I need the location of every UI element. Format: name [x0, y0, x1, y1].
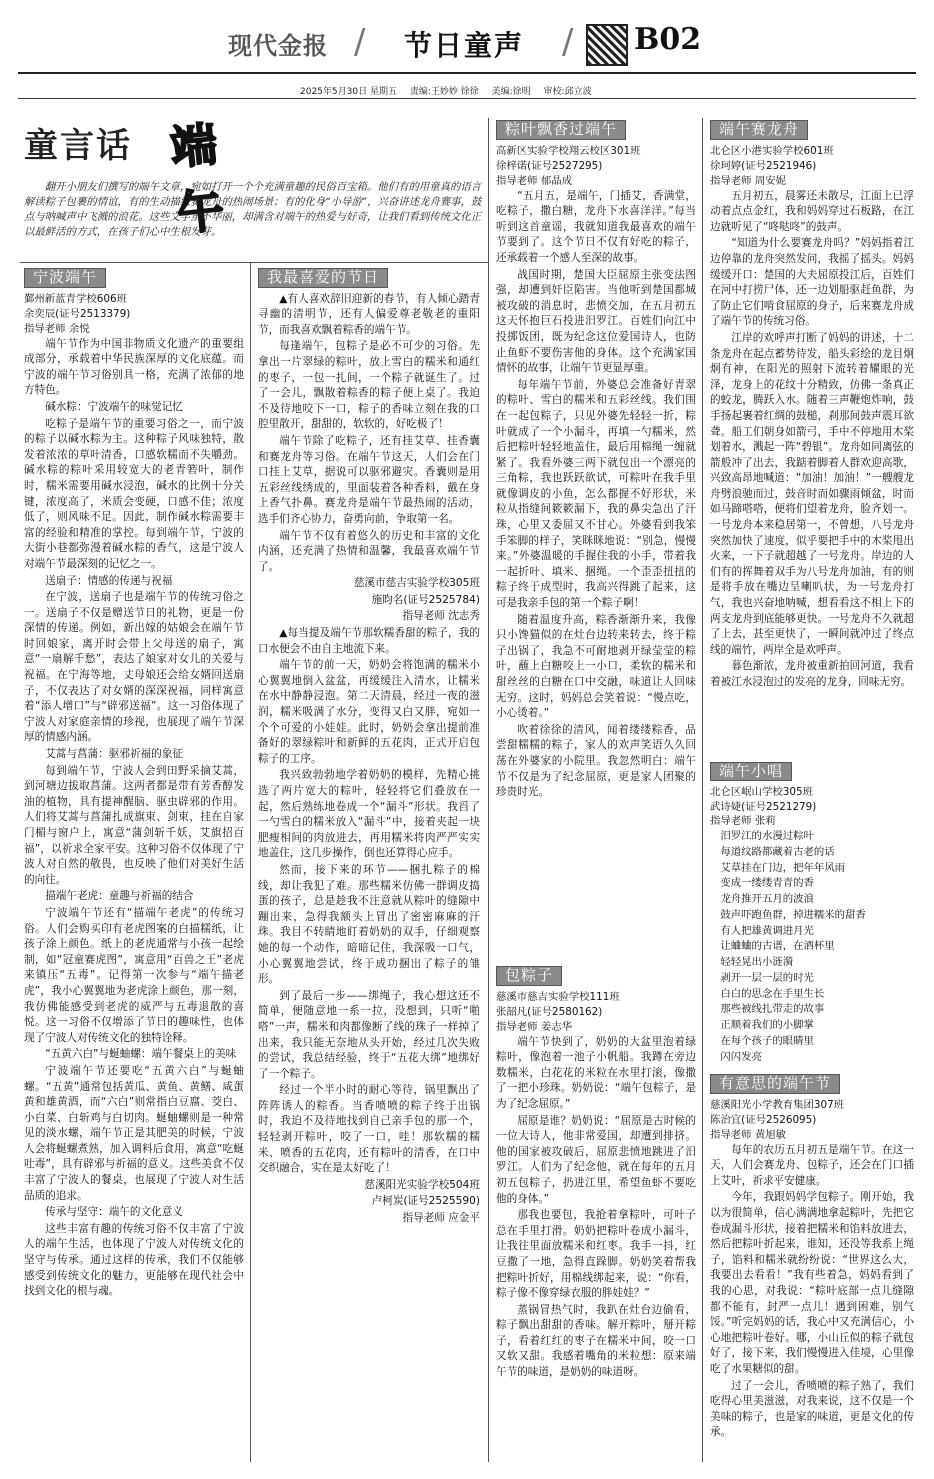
paragraph: 描端午老虎：童趣与祈福的结合: [45, 890, 194, 903]
paragraph: 吃粽子是端午节的重要习俗之一，而宁波的粽子以碱水粽为主。这种粽子风味独特，散发着浓浓的草叶清香，口感软糯而不失嚼劲。碱水粽的粽叶采用较宽大的老青箬叶，制作时，糯米需要用碱水浸泡，碱水的比例十分关键，浓度高了，米质会变硬，口感不佳；浓度低了，则风味不足。因此，制作碱水粽需要丰富的经验和精准的掌控。每到端午节，宁波的大街小巷都弥漫着碱水粽的香气，这是宁波人对端午节最深刻的记忆之一。: [24, 417, 244, 570]
paragraph: 施昀名(证号2525784): [371, 593, 480, 606]
poem-line: 有人把雄黄调进月光: [720, 924, 814, 937]
paragraph: 慈溪阳光实验学校504班: [364, 1178, 480, 1191]
author-teacher: 指导老师 黄旭敏: [710, 1128, 787, 1141]
paragraph: 艾蒿与菖蒲：驱邪祈福的象征: [45, 748, 183, 761]
poem-line: 白白的思念在手里生长: [720, 987, 825, 1000]
poem-line: 那些被线扎带走的故事: [720, 1003, 825, 1016]
author-school: 慈溪阳光小学教育集团307班: [710, 1098, 845, 1111]
article-heading: 粽叶飘香过端午: [496, 120, 626, 140]
poem-line: 闪闪发亮: [720, 1050, 762, 1063]
column-divider: [250, 262, 251, 1462]
dateline-rule: [18, 98, 916, 99]
article-ningbo: [24, 268, 244, 1466]
paragraph: 慈溪市慈吉实验学校305班: [353, 577, 480, 590]
paragraph: “知道为什么要赛龙舟吗？”妈妈指着江边停靠的龙舟突然发问，我摇了摇头。妈妈缓缓开口：楚国的大夫屈原投江后，百姓们在河中打捞尸体，还一边划船驱赶鱼群，为了防止它们啃食屈原的身子，后来赛龙舟成了端午节的传统习俗。: [710, 237, 914, 328]
proof-credit: 审校:邱立波: [543, 87, 592, 97]
feature-intro: 翻开小朋友们撰写的端午文章，宛如打开一个个充满童趣的民俗百宝箱。他们有的用童真的语言解读粽子包裹的情谊，有的生动描绘赛龙舟的热闹场景；有的化身“小导游”，兴奋讲述龙舟赛事，鼓点与呐喊声中飞溅的浪花。这些文字虽不华丽，却满含对端午的热爱与好奇，让我们看到传统文化正以最鲜活的方式，在孩子们心中生根发芽。: [24, 181, 482, 238]
paragraph: “五黄六白”与蜒蚰螺：端午餐桌上的美味: [45, 1048, 237, 1061]
author-teacher: 指导老师 余悦: [24, 322, 90, 335]
paragraph: 经过一个半小时的耐心等待，锅里飘出了阵阵诱人的粽香。当香喷喷的粽子终于出锅时，我迫不及待地找到自己亲手包的那一个，轻轻剥开粽叶，咬了一口，哇！那软糯的糯米、喷香的五花肉，还有粽叶的清香，在口中交织融合，实在是太好吃了！: [258, 1084, 480, 1175]
article-body: [258, 292, 480, 1227]
article-heading: 宁波端午: [24, 268, 106, 288]
paragraph: 卢柯炭(证号2525590): [371, 1195, 480, 1208]
poem-line: 变成一缕缕青青的香: [720, 877, 814, 890]
paragraph: 过了一会儿，香喷喷的粽子熟了，我们吃得心里美滋滋，对我来说，这不仅是一个美味的粽子，也是家的味道，更是文化的传承。: [710, 1379, 914, 1439]
column-divider: [702, 118, 703, 1462]
author-school: 高新区实验学校翔云校区301班: [496, 144, 641, 157]
newspaper-brand: 现代金报: [228, 31, 328, 60]
paragraph: 每年的农历五月初五是端午节。在这一天，人们会赛龙舟、包粽子，还会在门口插上艾叶，祈求平安健康。: [710, 1143, 914, 1187]
article-body: [496, 1035, 696, 1381]
paragraph: “五月五，是端午，门插艾，香满堂，吃粽子，撒白糖，龙舟下水喜洋洋。”每当听到这首童谣，我就知道我最喜欢的端午节要到了。这个节日不仅有好吃的粽子，还承载着一个感人至深的故事。: [496, 189, 696, 264]
feature-art-title: 端午: [168, 117, 225, 241]
column-divider: [488, 118, 489, 1462]
article-song: [710, 762, 914, 1066]
poem-line: 在每个孩子的眼睛里: [720, 1035, 814, 1048]
article-favorite: [258, 268, 480, 1466]
article-body: [24, 337, 244, 1300]
paragraph: 每年端午节前，外婆总会准备好青翠的粽叶、雪白的糯米和五彩丝线。我们围在一起包粽子，只见外婆先轻轻一折，粽叶就成了一个小漏斗，再填一勺糯米，然后把粽叶轻轻地盖住，最后用棉绳一缠就紧了。我看外婆三两下就包出一个漂亮的三角粽，我也跃跃欲试，可粽叶在我手里就像调皮的小鱼，怎么都握不好形状，米粒从指缝间簌簌漏下，我的鼻尖急出了汗珠，心里又委屈又不甘心。外婆看到我笨手笨脚的样子，笑眯眯地说：“别急，慢慢来。”外婆温暖的手握住我的小手，带着我一起折叶、填米、捆绳。一个歪歪扭扭的粽子终于成型时，我高兴得跳了起来，这可是我亲手包的第一个粽子啊！: [496, 378, 696, 610]
paragraph: 这些丰富有趣的传统习俗不仅丰富了宁波人的端午生活，也体现了宁波人对传统文化的坚守与传承。通过这样的传承，我们不仅能够感受到传统文化的魅力，更能够在现代社会中找到文化的根与魂。: [24, 1222, 244, 1298]
paragraph: 我兴致勃勃地学着奶奶的模样，先精心挑选了两片宽大的粽叶，轻轻将它们叠放在一起，然后熟练地卷成一个“漏斗”形状。我舀了一勺雪白的糯米放入“漏斗”中，接着夹起一块肥瘦相间的肉放进去，再用糯米将肉严严实实地盖住，这几步操作，倒也还算得心应手。: [258, 769, 480, 860]
poem-line: 每道纹路都藏着古老的话: [720, 845, 835, 858]
article-heading: 端午赛龙舟: [710, 120, 808, 140]
article-fragrance: [496, 120, 696, 958]
paragraph: 江岸的欢呼声打断了妈妈的讲述，十二条龙舟在起点蓄势待发，船头彩绘的龙目炯炯有神，在阳光的照射下流转着耀眼的光泽，龙身上的花纹十分精致，仿佛一条真正的蛟龙，腾跃入水。随着三声鞭炮炸响，鼓手扬起裹着红绸的鼓槌，刹那间鼓声震耳欲聋。船工们朝身如箭弓，手中不停地用木桨划着水，溅起一阵“碧银”。龙舟如同离弦的箭般冲了出去，我踮着脚着人群欢迎高歌，兴致高昂地喊道：“加油！加油！”一艘艘龙舟劈浪驰而过，鼓音时而如骤雨倾盆，时而如马蹄嗒嗒，便将们望着龙舟，脸齐划一。一号龙舟本来稳居第一，不曾想，八号龙舟突然加快了速度，似乎要把手中的木桨甩出火来，一下子就超越了一号龙舟。岸边的人们有的挥舞着双手为八号龙舟加油，有的则是将手放在嘴边呈喇叭状，为一号龙舟打气，我也兴奋地呐喊，想看看这不相上下的两支龙舟到底能够更快。一号龙舟不久就超了上去，甚至更快了，一瞬间就冲过了终点线的端竹，两岸全是欢呼声。: [710, 331, 914, 656]
page-number: B02: [634, 22, 702, 57]
article-body: [496, 189, 696, 801]
paragraph: 战国时期，楚国大臣屈原主张变法图强，却遭到奸臣陷害。当他听到楚国都城被攻破的消息时，悲愤交加，在五月初五这天怀抱巨石投进汨罗江。百姓们向江中投掷饭团，既为纪念这位爱国诗人，也防止鱼虾不要伤害他的身体。这个充满家国情怀的故事，让端午节更显厚重。: [496, 268, 696, 375]
paragraph: 送扇子：情感的传递与祝福: [45, 574, 173, 587]
author-name: 陈治宜(证号2526095): [710, 1113, 817, 1126]
paragraph: ▲每当提及端午节那软糯香甜的粽子，我的口水便会不由自主地流下来。: [258, 627, 480, 655]
paragraph: 今年，我跟妈妈学包粽子。刚开始，我以为很简单，信心满满地拿起粽叶，先把它卷成漏斗形状，接着把糯米和馅料放进去，然后把粽叶折起来，谁知，还没等我系上绳子，馅料和糯米就纷纷说：“世界这么大，我要出去看看！”我有些着急，妈妈看到了我的心思，对我说：“粽叶底部一点儿缝隙都不能有，封严一点儿！遇到困难，别气馁。”听完妈妈的话，我心中又充满信心，小心地把粽叶卷好。哪，小山丘似的粽子就包好了，接下来，我们慢慢进入佳境，心里像吃了水果糖似的甜。: [710, 1191, 914, 1375]
author-school: 北仑区小港实验学校601班: [710, 144, 834, 157]
poem-line: 鼓声吓跑鱼群，掉进糯米的甜香: [720, 908, 866, 921]
paragraph: 在宁波，送扇子也是端午节的传统习俗之一。送扇子不仅是赠送节日的礼物，更是一份深情的传递。例如，新出嫁的姑娘会在端午节时回娘家，离开时会带上父母送的扇子，寓意“一扇解千愁”，表达了娘家对女儿的关爱与祝福。在宁海等地，丈母娘还会给女婿回送扇子，不仅表达了对女婿的深深祝福，同样寓意着“添人增口”与“辟邪送福”。这一习俗体现了宁波人对家庭亲情的珍视，也展现了端午节深厚的情感内涵。: [24, 591, 244, 744]
author-name: 武诗婕(证号2521279): [710, 800, 817, 813]
author-teacher: 指导老师 张莉: [710, 815, 776, 828]
section-title: 节日童声: [404, 29, 525, 62]
paragraph: 每逢端午，包粽子是必不可少的习俗。先拿出一片翠绿的粽叶，放上雪白的糯米和通红的枣子，一包一扎间，一个粽子就诞生了。过了一会儿，飘散着粽香的粽子便上桌了。我迫不及待地咬下一口，粽子的香味立刻在我的口腔里散开，甜甜的，软软的，好吃极了！: [258, 340, 480, 431]
article-body: [710, 189, 914, 691]
paragraph: ▲有人喜欢辞旧迎新的春节，有人倾心踏青寻幽的清明节，还有人偏爱尊老敬老的重阳节，而我喜欢飘着粽香的端午节。: [258, 292, 480, 336]
author-name: 徐珂婷(证号2521946): [710, 159, 817, 172]
divider-slash: /: [354, 22, 366, 62]
poem-line: 汨罗江的水漫过粽叶: [720, 830, 814, 843]
divider-slash: /: [562, 22, 574, 62]
author-teacher: 指导老师 周安妮: [710, 174, 787, 187]
author-teacher: 指导老师 姜志华: [496, 1020, 573, 1033]
editor-credit: 责编:王妙妙 徐徐: [409, 87, 479, 97]
paragraph: 每到端午节，宁波人会到田野采摘艾蒿，到河塘边拔取菖蒲。这两者都是带有芳香醇发油的植物，具有提神醒脑、驱虫辟邪的作用。人们将艾蒿与菖蒲扎成旗束、剑束，挂在自家门楣与窗户上，寓意“蒲剑斩千妖，艾旗招百福”，以祈求全家平安。这种习俗不仅体现了宁波人对自然的敬畏，也反映了他们对美好生活的向往。: [24, 764, 244, 886]
paragraph: 端午节除了吃粽子，还有挂艾草、挂香囊和赛龙舟等习俗。在端午节这天，人们会在门口挂上艾草，据说可以驱邪避灾。香囊则是用五彩丝线绣成的，里面装着各种香料，戴在身上香气扑鼻。赛龙舟是端午节最热闹的活动，选手们齐心协力，奋勇向前，争取第一名。: [258, 434, 480, 525]
designer-credit: 美编:徐明: [491, 87, 531, 97]
article-meaningful: [710, 1074, 914, 1466]
paragraph: 指导老师 沈志秀: [402, 610, 480, 623]
author-school: 鄞州新蓝青学校606班: [24, 292, 127, 305]
paragraph: 吹着徐徐的清风，闻着缕缕粽香，品尝甜糯糯的粽子，家人的欢声笑语久久回荡在外婆家的小院里。我忽然明白：端午节不仅是为了纪念屈原，更是家人团聚的珍贵时光。: [496, 723, 696, 799]
paragraph: 碱水粽：宁波端午的味觉记忆: [45, 400, 183, 413]
poem-body: [710, 829, 914, 1064]
issue-date: 2025年5月30日 星期五: [300, 87, 397, 97]
paragraph: 端午节不仅有着悠久的历史和丰富的文化内涵，还充满了热情和温馨，我最喜欢端午节了。: [258, 529, 480, 573]
paragraph: 端午节作为中国非物质文化遗产的重要组成部分，承载着中华民族深厚的文化底蕴。而宁波的端午节习俗别具一格，充满了浓郁的地方特色。: [24, 337, 244, 397]
poem-line: 轻轻晃出小涟漪: [720, 956, 794, 969]
article-heading: 端午小唱: [710, 762, 792, 781]
paragraph: 宁波端午节还要吃“五黄六白”与蜒蚰螺。“五黄”通常包括黄瓜、黄鱼、黄鳝、咸蛋黄和雄黄酒，而“六白”则常指白豆腐、茭白、小白菜、白斩鸡与白切肉。蜒蚰螺则是一种常见的淡水螺，端午节正是其肥美的时候，宁波人会将蜒螺煮熟，加入调料后食用，寓意“吃蜒吐毒”，具有辟邪与祈福的意义。这些美食不仅丰富了宁波人的餐桌，也展现了宁波人对生活品质的追求。: [24, 1064, 244, 1202]
article-body: [710, 1143, 914, 1441]
paragraph: 端午节快到了，奶奶的大盆里泡着绿粽叶，像泡着一池子小帆船。我蹲在旁边数糯米，白花花的米粒在水里打滚，像撒了一把小珍珠。奶奶说：“端午包粽子，是为了纪念屈原。”: [496, 1035, 696, 1110]
author-name: 余奕辰(证号2513379): [24, 307, 131, 320]
paragraph: 端午节的前一天，奶奶会将饱满的糯米小心翼翼地倒入盆盆，再缓缓注入清水，让糯米在水中静静浸泡。第二天清晨，经过一夜的滋润，糯米吸满了水分，变得又白又胖，宛如一个个可爱的小娃娃。此时，奶奶会拿出提前准备好的翠绿粽叶和新鲜的五花肉，正式开启包粽子的工序。: [258, 659, 480, 765]
author-teacher: 指导老师 郁晶成: [496, 174, 573, 187]
poem-line: 艾草挂在门边，把年年风雨: [720, 861, 846, 874]
poem-line: 剥开一层一层的时光: [720, 971, 814, 984]
qr-code-icon: [586, 24, 628, 66]
paragraph: 指导老师 应金平: [402, 1212, 480, 1225]
author-name: 张韶凡(证号2580162): [496, 1005, 603, 1018]
author-name: 徐梓诺(证号2527295): [496, 159, 603, 172]
intro-rule: [20, 262, 488, 263]
article-dragon: [710, 120, 914, 752]
paragraph: 随着温度升高，粽香渐渐升来，我像只小馋猫似的在灶台边转来转去，终于粽子出锅了，我急不可耐地剥开绿莹莹的粽叶，蘸上白糖咬上一小口，柔软的糯米和甜丝丝的白糖在口中交融，味道让人回味无穷。这时，妈妈总会笑着说：“慢点吃，小心烫着。”: [496, 613, 696, 720]
paragraph: 屈原是谁？奶奶说：“屈原是古时候的一位大诗人，他非常爱国，却遭到排挤。他的国家被攻破后，屈原悲愤地跳进了汨罗江。人们为了纪念他，就在每年的五月初五包粽子，扔进江里，希望鱼虾不要吃他的身体。”: [496, 1114, 696, 1205]
poem-line: 让蛐蛐的古谱，在酒杯里: [720, 940, 835, 953]
article-heading: 我最喜爱的节日: [258, 268, 388, 288]
poem-line: 龙舟推开五月的波浪: [720, 893, 814, 906]
paragraph: 然而，接下来的环节——捆扎粽子的棉线，却让我犯了难。那些糯米仿佛一群调皮捣蛋的孩子，总是趁我不注意就从粽叶的缝隙中蹦出来，急得我额头上冒出了密密麻麻的汗珠。我目不转睛地盯着奶奶的双手，仔细观察她的每一个动作，暗暗记住，我深吸一口气，小心翼翼地尝试，终于成功捆出了粽子的雏形。: [258, 863, 480, 986]
author-school: 北仑区岷山学校305班: [710, 785, 813, 798]
header-rule: [18, 72, 916, 74]
feature-title: [24, 117, 225, 241]
paragraph: 到了最后一步——绑绳子，我心想这还不简单，便随意地一系一拉，没想到，只听“啪嗒”一声，糯米和肉都像断了线的珠子一样掉了出来，我只能无奈地从头开始，经过几次失败的尝试，我总结经验，终于“五花大绑”地绑好了一个粽子。: [258, 989, 480, 1080]
article-zongzi: [496, 966, 696, 1466]
paragraph: 传承与坚守：端午的文化意义: [45, 1206, 183, 1219]
poem-line: 正顺着我们的小脚掌: [720, 1019, 814, 1032]
dateline: [300, 84, 602, 97]
paragraph: 暮色渐浓，龙舟被重新拍回河道，我看着被江水浸泡过的发亮的龙身，回味无穷。: [710, 660, 914, 688]
masthead: [0, 0, 934, 97]
author-school: 慈溪市慈吉实验学校111班: [496, 990, 620, 1003]
paragraph: 宁波端午节还有“描端午老虎”的传统习俗。人们会购买印有老虎图案的白描糯纸，让孩子涂上颜色。纸上的老虎通常与小孩一起绘制，如“冠童赛虎图”，寓意用“百兽之王”老虎来镇压“五毒”。记得第一次参与“端午描老虎”，我小心翼翼地为老虎涂上颜色，那一刻，我仿佛能感受到老虎的威严与五毒退散的喜悦。这一习俗不仅增添了节日的趣味性，也体现了宁波人对传统文化的独特诠释。: [24, 906, 244, 1044]
paragraph: 那我也要包，我抢着拿粽叶，可叶子总在手里打滑。奶奶把粽叶卷成小漏斗，让我往里面放糯米和红枣。我手一抖，红豆撒了一地，急得直跺脚。奶奶笑着帮我把粽叶折好，用棉线绑起来，说：“你看，粽子像不像穿绿衣服的胖娃娃？”: [496, 1209, 696, 1300]
paragraph: 蒸锅冒热气时，我趴在灶台边偷看，粽子飘出甜甜的香味。解开粽叶，掰开粽子，看着红红的枣子在糯米中间，咬一口又软又甜。我感着嘴角的米粒想：原来端午节的味道，是奶奶的味道呀。: [496, 1303, 696, 1379]
paragraph: 五月初五，晨雾还未散尽，江面上已浮动着点点金红，我和妈妈穿过石板路，在江边就听见了“咚哒咚”的鼓声。: [710, 189, 914, 233]
article-heading: 包粽子: [496, 966, 562, 986]
article-heading: 有意思的端午节: [710, 1074, 840, 1094]
feature-title-text: 童言话: [24, 126, 132, 166]
